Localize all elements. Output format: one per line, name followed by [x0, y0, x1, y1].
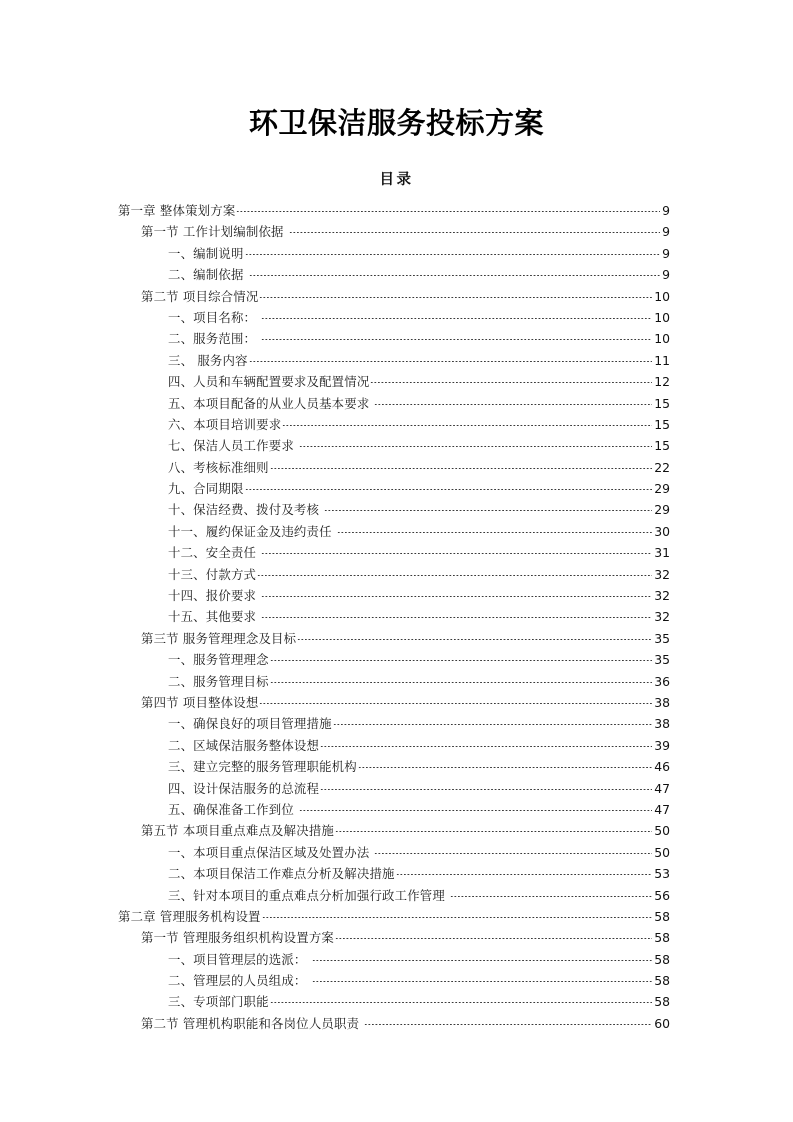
toc-leader-dots: [450, 896, 652, 897]
toc-leader-dots: [249, 361, 653, 362]
toc-entry[interactable]: [0, 414, 793, 435]
toc-entry[interactable]: [0, 350, 793, 371]
toc-entry-label: 第三节 服务管理理念及目标: [141, 630, 297, 646]
toc-entry-page-number: 11: [654, 352, 670, 368]
toc-entry-label: 二、服务管理目标: [168, 673, 269, 689]
toc-entry[interactable]: [0, 778, 793, 799]
toc-leader-dots: [259, 297, 652, 298]
toc-entry-label: 八、考核标准细则: [168, 459, 269, 475]
toc-entry-label: 一、本项目重点保洁区域及处置办法: [168, 844, 370, 860]
toc-entry-label: 第一节 工作计划编制依据: [141, 224, 284, 240]
toc-entry-label: 二、编制依据: [168, 267, 244, 283]
toc-leader-dots: [289, 232, 660, 233]
toc-entry-label: 四、人员和车辆配置要求及配置情况: [168, 374, 370, 390]
toc-entry[interactable]: [0, 200, 793, 221]
toc-entry-page-number: 39: [654, 737, 670, 753]
toc-entry-page-number: 15: [654, 395, 670, 411]
toc-entry-label: 一、项目名称：: [168, 309, 257, 325]
toc-entry[interactable]: [0, 393, 793, 414]
toc-entry[interactable]: [0, 713, 793, 734]
toc-entry[interactable]: [0, 435, 793, 456]
toc-entry-label: 四、设计保洁服务的总流程: [168, 780, 320, 796]
toc-entry-label: 十、保洁经费、拨付及考核: [168, 502, 320, 518]
toc-leader-dots: [299, 810, 652, 811]
toc-entry-page-number: 9: [662, 267, 670, 283]
toc-entry-page-number: 30: [654, 523, 670, 539]
toc-leader-dots: [335, 831, 652, 832]
toc-entry-page-number: 12: [654, 374, 670, 390]
toc-entry-label: 三、建立完整的服务管理职能机构: [168, 759, 357, 775]
toc-leader-dots: [257, 575, 652, 576]
toc-entry-label: 五、本项目配备的从业人员基本要求: [168, 395, 370, 411]
toc-entry-label: 二、区域保洁服务整体设想: [168, 737, 320, 753]
toc-entry-page-number: 15: [654, 416, 670, 432]
toc-entry[interactable]: [0, 799, 793, 820]
toc-leader-dots: [261, 596, 652, 597]
toc-entry[interactable]: [0, 842, 793, 863]
toc-entry[interactable]: [0, 970, 793, 991]
toc-leader-dots: [312, 960, 653, 961]
toc-entry[interactable]: [0, 564, 793, 585]
toc-entry-label: 第四节 项目整体设想: [141, 694, 259, 710]
toc-entry-page-number: 9: [662, 245, 670, 261]
toc-entry-page-number: 50: [654, 844, 670, 860]
toc-leader-dots: [245, 254, 661, 255]
toc-entry-label: 九、合同期限: [168, 481, 244, 497]
toc-entry-label: 三、专项部门职能: [168, 994, 269, 1010]
toc-entry-label: 二、管理层的人员组成：: [168, 973, 307, 989]
toc-leader-dots: [358, 767, 652, 768]
toc-leader-dots: [270, 660, 652, 661]
toc-entry-page-number: 32: [654, 588, 670, 604]
toc-entry[interactable]: [0, 457, 793, 478]
toc-entry-label: 七、保洁人员工作要求: [168, 438, 294, 454]
toc-leader-dots: [297, 639, 652, 640]
toc-entry-page-number: 58: [654, 930, 670, 946]
toc-entry-page-number: 58: [654, 994, 670, 1010]
toc-leader-dots: [370, 382, 652, 383]
toc-leader-dots: [249, 275, 661, 276]
toc-entry-page-number: 53: [654, 866, 670, 882]
toc-entry-page-number: 58: [654, 908, 670, 924]
toc-entry-label: 三、 服务内容: [168, 352, 248, 368]
toc-entry-label: 一、编制说明: [168, 245, 244, 261]
toc-leader-dots: [335, 938, 652, 939]
toc-entry-label: 十三、付款方式: [168, 566, 257, 582]
toc-entry-label: 十二、安全责任: [168, 545, 257, 561]
toc-entry-label: 五、确保准备工作到位: [168, 801, 294, 817]
toc-leader-dots: [337, 532, 653, 533]
toc-entry-page-number: 36: [654, 673, 670, 689]
toc-entry-page-number: 10: [654, 309, 670, 325]
toc-entry[interactable]: [0, 264, 793, 285]
toc-entry-page-number: 47: [654, 801, 670, 817]
toc-entry-label: 三、针对本项目的重点难点分析加强行政工作管理: [168, 887, 445, 903]
toc-entry-page-number: 10: [654, 331, 670, 347]
toc-entry[interactable]: [0, 328, 793, 349]
toc-entry[interactable]: [0, 991, 793, 1012]
toc-entry-page-number: 15: [654, 438, 670, 454]
toc-entry[interactable]: [0, 585, 793, 606]
toc-leader-dots: [259, 703, 652, 704]
toc-entry-label: 一、项目管理层的选派：: [168, 951, 307, 967]
toc-entry-page-number: 38: [654, 716, 670, 732]
toc-entry-label: 第二节 项目综合情况: [141, 288, 259, 304]
toc-entry-label: 一、确保良好的项目管理措施: [168, 716, 332, 732]
toc-leader-dots: [270, 682, 652, 683]
toc-entry-label: 一、服务管理理念: [168, 652, 269, 668]
toc-entry[interactable]: [0, 949, 793, 970]
toc-entry-page-number: 50: [654, 823, 670, 839]
toc-leader-dots: [261, 553, 652, 554]
toc-leader-dots: [374, 853, 652, 854]
page-title: 环卫保洁服务投标方案: [248, 106, 544, 140]
toc-leader-dots: [236, 211, 660, 212]
toc-entry-label: 十四、报价要求: [168, 588, 257, 604]
toc-entry-page-number: 60: [654, 1015, 670, 1031]
toc-entry[interactable]: [0, 649, 793, 670]
toc-entry[interactable]: [0, 628, 793, 649]
toc-entry[interactable]: [0, 499, 793, 520]
toc-entry-page-number: 22: [654, 459, 670, 475]
toc-leader-dots: [270, 1002, 652, 1003]
toc-entry[interactable]: [0, 542, 793, 563]
toc-leader-dots: [320, 789, 652, 790]
toc-entry[interactable]: [0, 927, 793, 948]
toc-leader-dots: [270, 468, 652, 469]
toc-entry[interactable]: [0, 1013, 793, 1034]
toc-entry[interactable]: [0, 692, 793, 713]
toc-entry-label: 第二节 管理机构职能和各岗位人员职责: [141, 1015, 360, 1031]
toc-entry-label: 二、服务范围：: [168, 331, 257, 347]
toc-entry[interactable]: [0, 221, 793, 242]
toc-entry-page-number: 31: [654, 545, 670, 561]
toc-entry[interactable]: [0, 756, 793, 777]
toc-entry-label: 第一章 整体策划方案: [118, 203, 236, 218]
toc-entry[interactable]: [0, 478, 793, 499]
toc-leader-dots: [396, 874, 653, 875]
toc-entry[interactable]: [0, 307, 793, 328]
toc-entry-page-number: 35: [654, 652, 670, 668]
toc-entry[interactable]: [0, 243, 793, 264]
toc-entry-label: 六、本项目培训要求: [168, 416, 282, 432]
toc-entry-label: 十一、履约保证金及违约责任: [168, 523, 332, 539]
toc-leader-dots: [333, 724, 653, 725]
toc-entry-page-number: 38: [654, 694, 670, 710]
toc-entry-page-number: 10: [654, 288, 670, 304]
toc-entry-page-number: 9: [662, 224, 670, 240]
toc-entry[interactable]: [0, 606, 793, 627]
toc-entry[interactable]: [0, 863, 793, 884]
toc-leader-dots: [261, 617, 652, 618]
toc-entry-page-number: 58: [654, 973, 670, 989]
toc-entry-label: 十五、其他要求: [168, 609, 257, 625]
toc-entry-label: 二、本项目保洁工作难点分析及解决措施: [168, 866, 395, 882]
toc-entry[interactable]: [0, 885, 793, 906]
toc-entry[interactable]: [0, 371, 793, 392]
toc-entry[interactable]: [0, 820, 793, 841]
toc-leader-dots: [374, 404, 652, 405]
toc-entry-page-number: 9: [662, 203, 670, 218]
table-of-contents: [0, 200, 793, 1034]
toc-entry[interactable]: [0, 671, 793, 692]
toc-leader-dots: [324, 510, 652, 511]
toc-leader-dots: [299, 446, 652, 447]
toc-entry-page-number: 46: [654, 759, 670, 775]
toc-entry-label: 第五节 本项目重点难点及解决措施: [141, 823, 334, 839]
toc-leader-dots: [312, 981, 653, 982]
toc-entry-page-number: 29: [654, 481, 670, 497]
toc-entry-page-number: 35: [654, 630, 670, 646]
toc-leader-dots: [261, 318, 652, 319]
toc-leader-dots: [245, 489, 653, 490]
toc-entry[interactable]: [0, 521, 793, 542]
toc-entry[interactable]: [0, 286, 793, 307]
toc-entry-page-number: 56: [654, 887, 670, 903]
toc-leader-dots: [262, 917, 653, 918]
toc-entry[interactable]: [0, 735, 793, 756]
toc-entry-page-number: 29: [654, 502, 670, 518]
toc-heading: 目录: [379, 172, 414, 188]
toc-leader-dots: [282, 425, 652, 426]
toc-leader-dots: [364, 1024, 652, 1025]
toc-leader-dots: [320, 746, 652, 747]
toc-entry-label: 第二章 管理服务机构设置: [118, 908, 261, 924]
toc-entry-page-number: 47: [654, 780, 670, 796]
toc-entry-page-number: 58: [654, 951, 670, 967]
toc-entry-page-number: 32: [654, 566, 670, 582]
toc-entry-page-number: 32: [654, 609, 670, 625]
toc-entry-label: 第一节 管理服务组织机构设置方案: [141, 930, 334, 946]
toc-entry[interactable]: [0, 906, 793, 927]
toc-leader-dots: [261, 339, 652, 340]
